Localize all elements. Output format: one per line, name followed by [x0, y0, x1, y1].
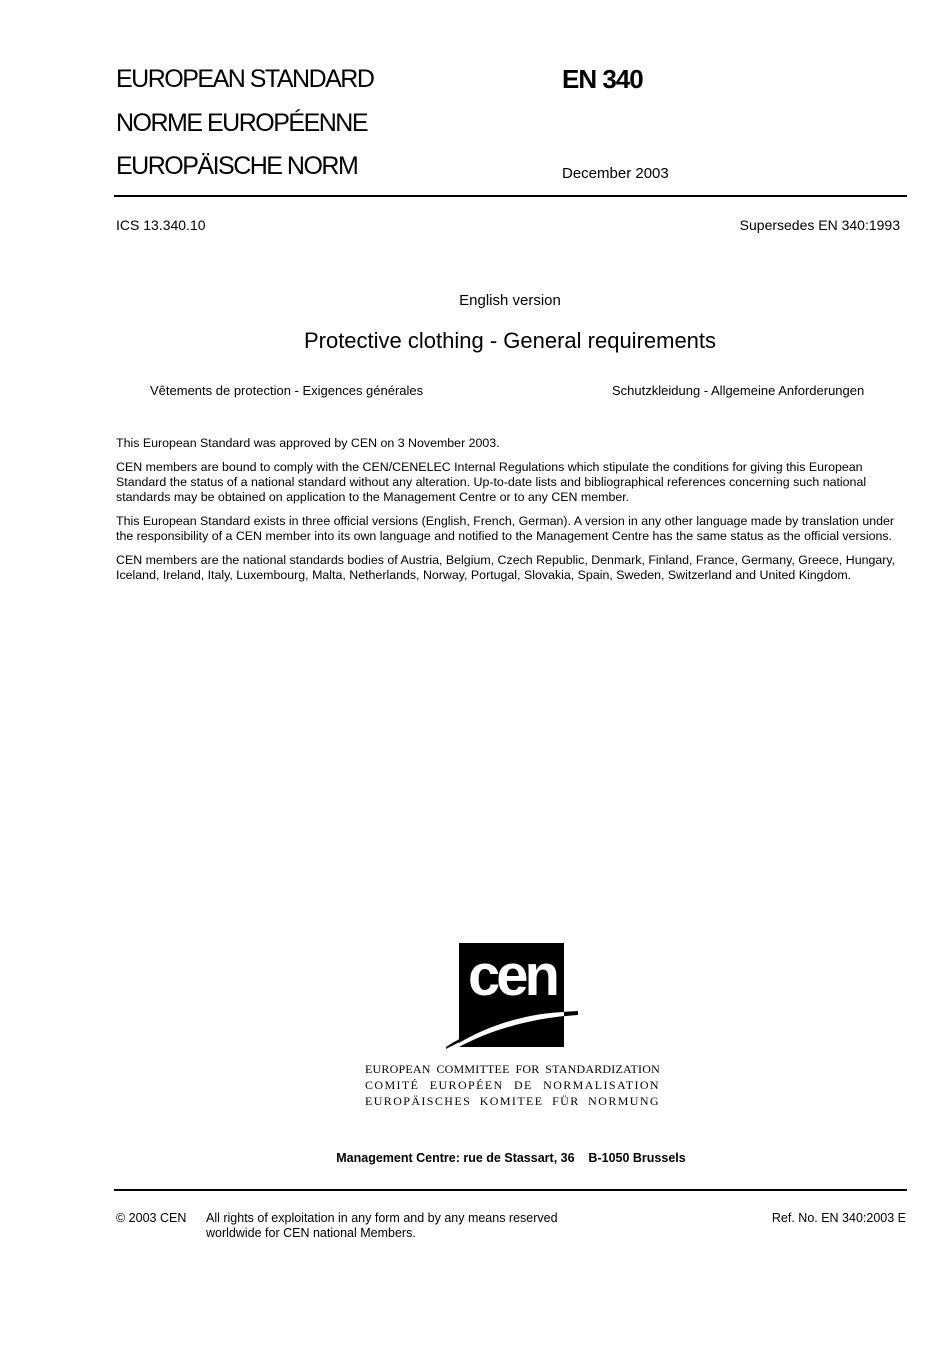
bottom-divider: [114, 1189, 907, 1191]
cen-logo-text: cen: [468, 943, 556, 1008]
document-title: Protective clothing - General requirements: [303, 328, 717, 353]
version-label: English version: [459, 292, 561, 309]
paragraph: CEN members are bound to comply with the CEN/CENELEC Internal Regulations which stipulate the conditions for giving this European Standard the status of a national standard without any alteration. Up-to-date lists and bibliographical references concerning such national standards may be obtained on application to the Management Centre or to any CEN member.: [116, 460, 867, 504]
management-centre-address: Management Centre: rue de Stassart, 36 B-1050 Brussels: [336, 1151, 686, 1165]
paragraph: This European Standard was approved by CEN on 3 November 2003.: [116, 436, 500, 450]
rights-line: worldwide for CEN national Members.: [206, 1226, 416, 1240]
title-french: NORME EUROPÉENNE: [116, 109, 368, 137]
standard-number: EN 340: [562, 64, 643, 94]
committee-english: EUROPEAN COMMITTEE FOR STANDARDIZATION: [365, 1062, 660, 1076]
paragraph: This European Standard exists in three official versions (English, French, German). A version in any other language made by translation under the responsibility of a CEN member into its own language and notified to the Management Centre has the same status as the official versions.: [116, 514, 895, 543]
copyright: © 2003 CEN: [116, 1211, 187, 1225]
committee-german: EUROPÄISCHES KOMITEE FÜR NORMUNG: [365, 1094, 660, 1108]
approval-text: [116, 436, 909, 592]
title-german: EUROPÄISCHE NORM: [116, 152, 358, 180]
committee-french: COMITÉ EUROPÉEN DE NORMALISATION: [365, 1078, 660, 1092]
top-divider: [114, 195, 907, 197]
supersedes-note: Supersedes EN 340:1993: [739, 217, 900, 233]
rights-statement: [206, 1211, 626, 1241]
ics-code: ICS 13.340.10: [116, 217, 206, 233]
cen-logo: [446, 943, 580, 1051]
title-translation-german: Schutzkleidung - Allgemeine Anforderungen: [612, 383, 865, 398]
title-translation-french: Vêtements de protection - Exigences générales: [150, 383, 424, 398]
reference-number: Ref. No. EN 340:2003 E: [771, 1211, 906, 1225]
rights-line: All rights of exploitation in any form and by any means reserved: [206, 1211, 558, 1225]
title-english: EUROPEAN STANDARD: [116, 65, 374, 93]
publication-date: December 2003: [562, 165, 669, 182]
paragraph: CEN members are the national standards bodies of Austria, Belgium, Czech Republic, Denmark, Finland, France, Germany, Greece, Hungary, Iceland, Ireland, Italy, Luxembourg, Malta, Netherlands, Norway, Portugal, Slovakia, Spain, Sweden, Switzerland and United Kingdom.: [116, 553, 896, 582]
